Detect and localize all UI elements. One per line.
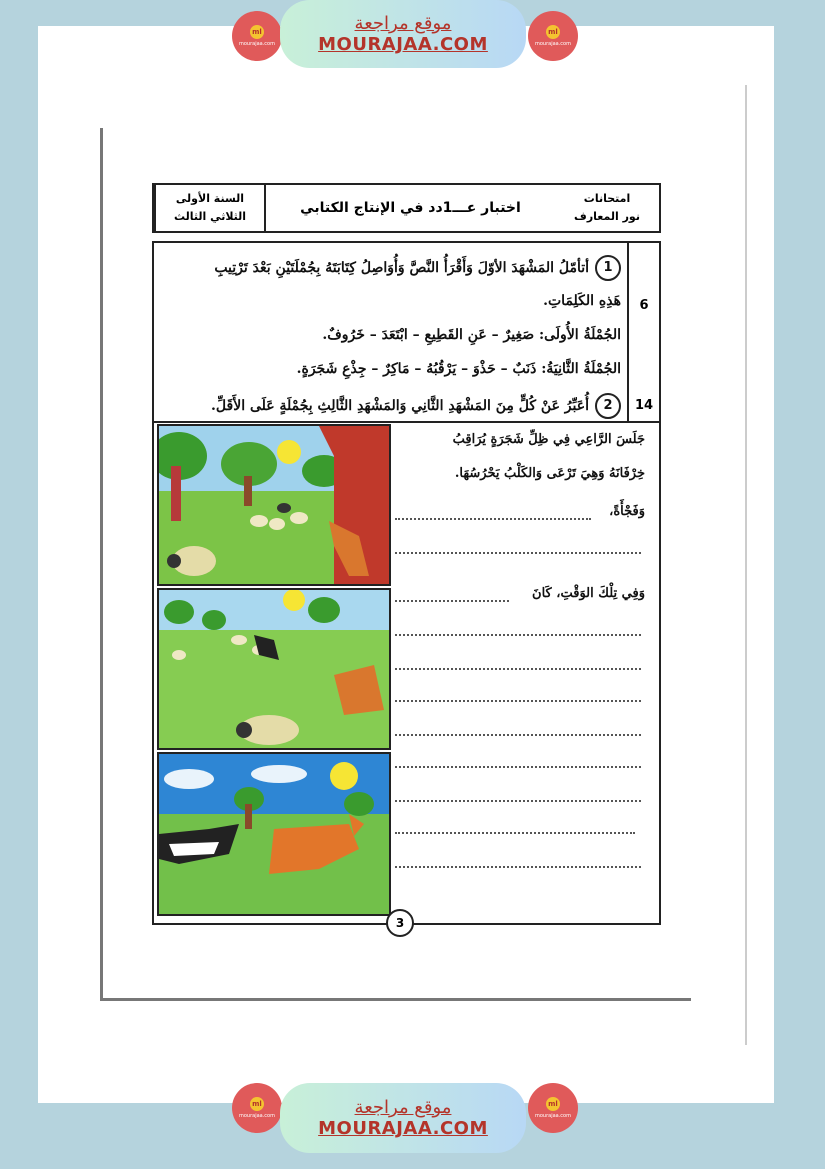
q1-line4: الجُمْلَةُ الثَّانِيَةُ: ذَنَبٌ – حَذْوَ – يَرْقُبُهُ – مَاكِرٌ – جِذْعِ شَجَرَةٍ.: [296, 361, 621, 377]
answer-line[interactable]: [395, 766, 641, 768]
logo-caption: mourajaa.com: [238, 41, 275, 47]
answer-line[interactable]: [395, 832, 635, 834]
story-line4: وَفِي تِلْكَ الوَقْتِ، كَانَ: [532, 586, 645, 601]
scene-1-picture: [157, 424, 391, 586]
score-q1: 6: [639, 298, 649, 313]
site-logo-left-top[interactable]: [232, 11, 282, 61]
site-banner-bottom[interactable]: [280, 1083, 526, 1153]
site-logo-right-bottom[interactable]: [528, 1083, 578, 1133]
story-line2: خِرْفَانَهُ وَهِيَ تَرْعَى وَالكَلْبُ يَحْرُسُهَا.: [454, 466, 645, 481]
scene-3-drawing: [159, 754, 389, 914]
q1-line1: [214, 255, 621, 281]
answer-line[interactable]: [395, 866, 641, 868]
answer-line[interactable]: [395, 552, 641, 554]
q1-text1: أتأمّلُ المَشْهَدَ الأوّلَ وَأَقْرَأُ النَّصَّ وَأُوَاصِلُ كِتَابَتَهُ بِجُمْلَتَيْنِ بَعْدَ تَرْتِيبِ: [214, 260, 589, 276]
site-logo-left-bottom[interactable]: [232, 1083, 282, 1133]
exam-title: اختبار عـــ1دد في الإنتاج الكتابي: [264, 185, 555, 231]
banner-latin: MOURAJAA.COM: [318, 1118, 488, 1139]
answer-line[interactable]: [395, 518, 591, 520]
logo-caption: mourajaa.com: [238, 1113, 275, 1119]
banner-latin: MOURAJAA.COM: [318, 34, 488, 55]
answer-line[interactable]: [395, 734, 641, 736]
answer-line[interactable]: [395, 700, 641, 702]
score-column: [627, 243, 659, 421]
q2-number: 2: [595, 393, 621, 419]
logo-mark: ml: [546, 1097, 560, 1111]
banner-arabic: موقع مراجعة: [354, 13, 452, 34]
logo-caption: mourajaa.com: [534, 1113, 571, 1119]
header-level: [154, 185, 264, 231]
header-publisher-line2: نور المعارف: [574, 210, 640, 223]
answer-line[interactable]: [395, 600, 509, 602]
score-q2: 14: [634, 398, 654, 413]
answer-line[interactable]: [395, 668, 641, 670]
scene-2-drawing: [159, 590, 389, 748]
logo-mark: ml: [546, 25, 560, 39]
answer-line[interactable]: [395, 800, 641, 802]
question-divider: [154, 421, 659, 423]
logo-caption: mourajaa.com: [534, 41, 571, 47]
header-level-line2: الثلاثي الثالث: [173, 210, 247, 223]
q1-line2: هَذِهِ الكَلِمَاتِ.: [543, 293, 621, 309]
page-number: 3: [386, 909, 414, 937]
header-level-line1: السنة الأولى: [175, 192, 245, 205]
q2-line1: [211, 393, 621, 419]
scan-edge-right: [745, 85, 747, 1045]
answer-line[interactable]: [395, 634, 641, 636]
scene-3-picture: [157, 752, 391, 916]
site-logo-right-top[interactable]: [528, 11, 578, 61]
q1-number: 1: [595, 255, 621, 281]
story-line3: وَفَجْأَةً،: [609, 504, 645, 519]
logo-mark: ml: [250, 25, 264, 39]
story-line1: جَلَسَ الرَّاعِي فِي ظِلِّ شَجَرَةٍ يُرَاقِبُ: [452, 432, 645, 447]
logo-mark: ml: [250, 1097, 264, 1111]
header-publisher-line1: امتحانات: [583, 192, 631, 205]
scene-2-picture: [157, 588, 391, 750]
scene-1-drawing: [159, 426, 389, 584]
q1-line3: الجُمْلَةُ الأُولَى: صَغِيرٌ – عَنِ القَطِيعِ – ابْتَعَدَ – خَرُوفٌ.: [322, 327, 621, 343]
q2-text1: أُعَبِّرُ عَنْ كُلٍّ مِنَ المَشْهَدِ الثَّانِي وَالمَشْهَدِ الثَّالِثِ بِجُمْلَةٍ عَلَى الأَقَلِّ.: [211, 398, 589, 414]
exam-header: [152, 183, 661, 233]
site-banner-top[interactable]: [280, 0, 526, 68]
banner-arabic: موقع مراجعة: [354, 1097, 452, 1118]
header-publisher: [555, 185, 659, 231]
